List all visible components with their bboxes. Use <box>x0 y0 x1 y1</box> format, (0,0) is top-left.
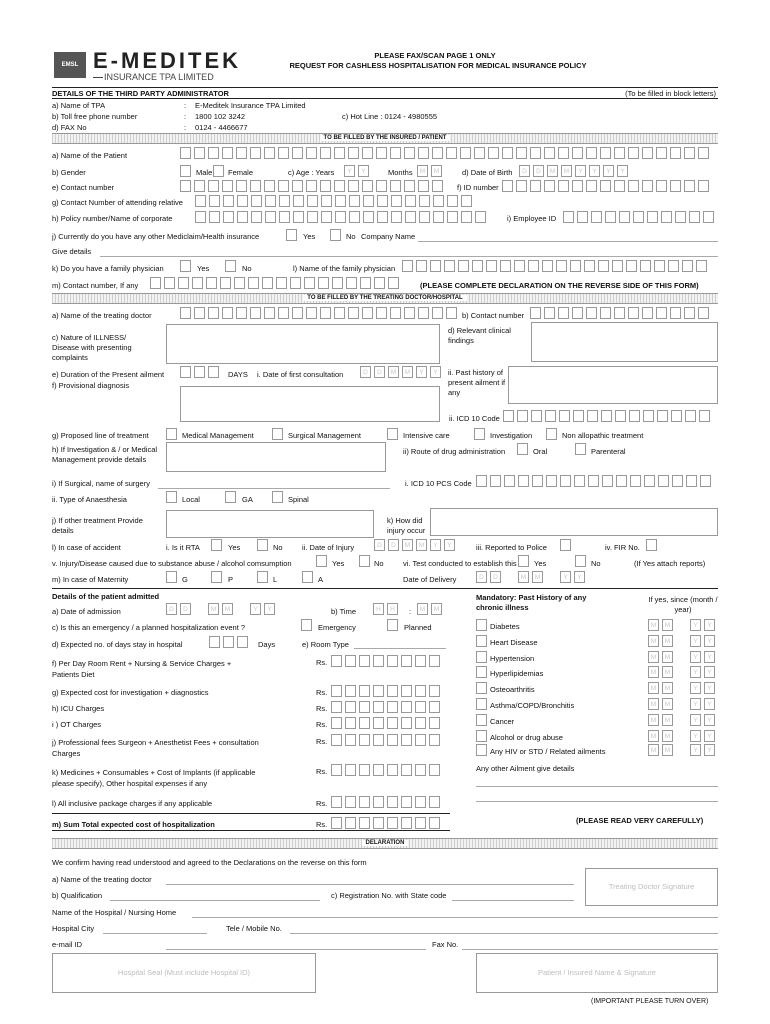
fax-value: 0124 - 4466677 <box>195 123 248 132</box>
contact-if-any-label: m) Contact number, If any <box>52 281 139 290</box>
provisional-area[interactable] <box>180 386 440 422</box>
test-no-box[interactable] <box>575 555 586 567</box>
time-colon: : <box>409 607 412 616</box>
date-delivery-boxes[interactable]: D D M M Y Y <box>476 571 588 583</box>
ga-box[interactable] <box>225 491 236 503</box>
maternity-p-box[interactable] <box>211 571 222 583</box>
id-number-label: f) ID number <box>457 183 499 192</box>
sum-total-rule <box>52 830 450 831</box>
reported-police-label: iii. Reported to Police <box>476 543 547 552</box>
room-type-label: e) Room Type <box>302 640 349 649</box>
fax-label: d) FAX No <box>52 123 87 132</box>
first-consult-boxes[interactable]: D D M M Y Y <box>360 366 444 378</box>
past-history-area[interactable] <box>508 366 718 404</box>
parenteral-box[interactable] <box>575 443 586 455</box>
contact-label: e) Contact number <box>52 183 115 192</box>
divider <box>52 98 718 99</box>
history-checkbox[interactable] <box>476 635 487 647</box>
other-ailment-line-1[interactable] <box>476 786 718 787</box>
date-injury-boxes[interactable]: D D M M Y Y <box>374 539 458 551</box>
sum-total-rule <box>52 813 450 814</box>
rs-amount-boxes[interactable] <box>331 717 443 729</box>
substance-no-box[interactable] <box>359 555 370 567</box>
doctor-signature-placeholder: Treating Doctor Signature <box>608 882 695 891</box>
hospital-seal-placeholder: Hospital Seal (Must include Hospital ID) <box>117 968 251 977</box>
fax-no-label: Fax No. <box>432 940 459 949</box>
company-name-label: Company Name <box>361 232 416 241</box>
history-item-label: Hypertension <box>490 654 535 663</box>
duration-boxes[interactable] <box>180 366 222 378</box>
contact-number-label: b) Contact number <box>462 311 525 320</box>
admission-title: Details of the patient admitted <box>52 592 160 601</box>
cost-row-label: m) Sum Total expected cost of hospitalization <box>52 820 215 829</box>
history-item-label: Hyperlipidemias <box>490 669 544 678</box>
nature-illness-label: c) Nature of ILLNESS/ Disease with presenting complaints <box>52 333 132 362</box>
expected-days-label: d) Expected no. of days stay in hospital <box>52 640 183 649</box>
rs-amount-boxes[interactable] <box>331 655 443 667</box>
contact-boxes[interactable] <box>180 180 446 192</box>
anaesthesia-label: ii. Type of Anaesthesia <box>52 495 127 504</box>
family-physician-label: k) Do you have a family physician <box>52 264 164 273</box>
history-checkbox[interactable] <box>476 666 487 678</box>
relevant-findings-label: d) Relevant clinical findings <box>448 326 511 345</box>
oral-label: Oral <box>533 447 548 456</box>
read-carefully-note: (PLEASE READ VERY CAREFULLY) <box>576 816 704 825</box>
yes-label: Yes <box>534 559 547 568</box>
proposed-line-label: g) Proposed line of treatment <box>52 431 149 440</box>
declaration-band: DELARATION <box>52 838 718 849</box>
age-years-boxes[interactable]: Y Y <box>344 165 372 177</box>
yes-label: Yes <box>332 559 345 568</box>
rs-label: Rs. <box>316 658 328 667</box>
history-item-label: Asthma/COPD/Bronchitis <box>490 701 575 710</box>
maternity-g-box[interactable] <box>166 571 177 583</box>
hotline: c) Hot Line : 0124 - 4980555 <box>342 112 438 121</box>
days-label: DAYS <box>228 370 248 379</box>
history-since-year-boxes[interactable]: Y Y <box>690 635 718 647</box>
tele-label: Tele / Mobile No. <box>226 924 282 933</box>
cost-row-label: l) All inclusive package charges if any applicable <box>52 799 213 808</box>
date-admission-boxes[interactable]: D D M M Y Y <box>166 603 278 615</box>
maternity-label: m) In case of Maternity <box>52 575 129 584</box>
oral-box[interactable] <box>517 443 528 455</box>
reported-police-box[interactable] <box>560 539 571 551</box>
investigation-details-label: h) If Investigation & / or Medical Management provide details <box>52 445 158 464</box>
cost-row-label: j) Professional fees Surgeon + Anesthetist Fees + consultation Charges <box>52 738 259 758</box>
email-label: e-mail ID <box>52 940 83 949</box>
rs-label: Rs. <box>316 737 328 746</box>
rs-label: Rs. <box>316 720 328 729</box>
history-checkbox[interactable] <box>476 714 487 726</box>
hospital-city-label: Hospital City <box>52 924 95 933</box>
emergency-q-label: c) Is this an emergency / a planned hospitalization event ? <box>52 623 246 632</box>
history-since-month-boxes[interactable]: M M <box>648 666 676 678</box>
rs-label: Rs. <box>316 767 328 776</box>
rs-label: Rs. <box>316 688 328 697</box>
cost-row-label: h) ICU Charges <box>52 704 105 713</box>
intensive-care-box[interactable] <box>387 428 398 440</box>
history-item-label: Alcohol or drug abuse <box>490 733 563 742</box>
reverse-note: (PLEASE COMPLETE DECLARATION ON THE REVERSE SIDE OF THIS FORM) <box>420 281 699 290</box>
divider <box>52 87 718 88</box>
registration-label: c) Registration No. with State code <box>331 891 447 900</box>
maternity-p-label: P <box>228 575 234 584</box>
hospital-city-line[interactable] <box>103 933 207 934</box>
surgery-name-label: i) If Surgical, name of surgery <box>52 479 150 488</box>
investigation-details-area[interactable] <box>166 442 386 472</box>
icd10-pcs-boxes[interactable] <box>476 475 714 487</box>
history-since-month-boxes[interactable]: M M <box>648 698 676 710</box>
injury-occur-area[interactable] <box>430 508 718 536</box>
rta-yes-box[interactable] <box>211 539 222 551</box>
tpa-section-title: DETAILS OF THE THIRD PARTY ADMINISTRATOR <box>52 89 229 98</box>
history-since-year-boxes[interactable]: Y Y <box>690 698 718 710</box>
history-since-label: If yes, since (month / year) <box>648 595 718 614</box>
policy-boxes[interactable] <box>195 211 489 223</box>
cost-row-label: i ) OT Charges <box>52 720 102 729</box>
maternity-l-label: L <box>273 575 278 584</box>
accident-label: l) In case of accident <box>52 543 121 552</box>
icd10-boxes[interactable] <box>503 410 713 422</box>
surgical-mgmt-box[interactable] <box>272 428 283 440</box>
maternity-l-box[interactable] <box>257 571 268 583</box>
logo-badge: EMSL <box>54 52 86 78</box>
date-injury-label: ii. Date of Injury <box>302 543 355 552</box>
substance-yes-box[interactable] <box>316 555 327 567</box>
rs-label: Rs. <box>316 704 328 713</box>
history-since-year-boxes[interactable]: Y Y <box>690 714 718 726</box>
local-label: Local <box>182 495 200 504</box>
history-since-year-boxes[interactable]: Y Y <box>690 651 718 663</box>
brand-subtitle: INSURANCE TPA LIMITED <box>104 72 214 82</box>
history-since-month-boxes[interactable]: M M <box>648 635 676 647</box>
age-months-boxes[interactable]: M M <box>417 165 445 177</box>
months-label: Months <box>388 168 413 177</box>
history-since-month-boxes[interactable]: M M <box>648 730 676 742</box>
history-item-label: Osteoarthritis <box>490 685 535 694</box>
doctor-contact-boxes[interactable] <box>530 307 712 319</box>
declaration-doctor-label: a) Name of the treating doctor <box>52 875 152 884</box>
parenteral-label: Parenteral <box>591 447 626 456</box>
no-label: No <box>374 559 384 568</box>
colon: : <box>184 123 187 132</box>
maternity-a-label: A <box>318 575 324 584</box>
history-since-year-boxes[interactable]: Y Y <box>690 666 718 678</box>
brand-name: E-MEDITEK <box>93 48 241 73</box>
yes-label: Yes <box>228 543 241 552</box>
family-physician-name-boxes[interactable] <box>402 260 710 272</box>
test-yes-box[interactable] <box>518 555 529 567</box>
colon: : <box>184 112 187 121</box>
other-ailment-label: Any other Ailment give details <box>476 764 575 773</box>
ga-label: GA <box>242 495 253 504</box>
doctor-band: TO BE FILLED BY THE TREATING DOCTOR/HOSPITAL <box>52 293 718 304</box>
rs-amount-boxes[interactable] <box>331 817 443 829</box>
email-line[interactable] <box>166 949 426 950</box>
cost-row-label: k) Medicines + Consumables + Cost of Implants (if applicable please specify), Other hospital expenses if any <box>52 768 256 788</box>
tele-line[interactable] <box>290 933 718 934</box>
fax-no-line[interactable] <box>462 949 718 950</box>
toll-free-value: 1800 102 3242 <box>195 112 246 121</box>
history-checkbox[interactable] <box>476 651 487 663</box>
maternity-g-label: G <box>182 575 188 584</box>
patient-signature-placeholder: Patient / Insured Name & Signature <box>538 968 656 977</box>
is-rta-label: i. Is it RTA <box>166 543 200 552</box>
history-item-label: Cancer <box>490 717 515 726</box>
other-insurance-label: j) Currently do you have any other Mediclaim/Health insurance <box>52 232 260 241</box>
rta-no-box[interactable] <box>257 539 268 551</box>
time-label: b) Time <box>331 607 357 616</box>
spinal-label: Spinal <box>288 495 309 504</box>
date-admission-label: a) Date of admission <box>52 607 121 616</box>
history-item-label: Diabetes <box>490 622 520 631</box>
history-since-month-boxes[interactable]: M M <box>648 744 676 756</box>
cost-row-label: g) Expected cost for investigation + diagnostics <box>52 688 209 697</box>
test-conducted-label: vi. Test conducted to establish this <box>403 559 517 568</box>
id-number-boxes[interactable] <box>502 180 712 192</box>
investigation-label: Investigation <box>490 431 533 440</box>
history-item-label: Heart Disease <box>490 638 538 647</box>
female-checkbox[interactable] <box>213 165 224 177</box>
male-checkbox[interactable] <box>180 165 191 177</box>
history-since-month-boxes[interactable]: M M <box>648 714 676 726</box>
company-name-line[interactable] <box>418 241 718 242</box>
medical-mgmt-label: Medical Management <box>182 431 254 440</box>
history-checkbox[interactable] <box>476 698 487 710</box>
history-checkbox[interactable] <box>476 730 487 742</box>
intensive-care-label: Intensive care <box>403 431 450 440</box>
non-allopathic-label: Non allopathic treatment <box>562 431 644 440</box>
time-hour-boxes[interactable]: H H <box>373 603 401 615</box>
first-consult-label: i. Date of first consultation <box>257 370 344 379</box>
other-insurance-no-box[interactable] <box>330 229 341 241</box>
rs-label: Rs. <box>316 799 328 808</box>
duration-label: e) Duration of the Present ailment <box>52 370 165 379</box>
history-since-year-boxes[interactable]: Y Y <box>690 682 718 694</box>
relative-contact-label: g) Contact Number of attending relative <box>52 198 183 207</box>
surgery-name-line[interactable] <box>158 488 390 489</box>
gender-label: b) Gender <box>52 168 86 177</box>
treating-doctor-label: a) Name of the treating doctor <box>52 311 152 320</box>
employee-id-label: i) Employee ID <box>507 214 557 223</box>
divider <box>52 588 718 589</box>
attach-reports-note: (If Yes attach reports) <box>634 559 706 568</box>
past-history-label: ii. Past history of present ailment if any <box>448 368 506 397</box>
history-item-label: Any HIV or STD / Related ailments <box>490 747 606 756</box>
no-label: No <box>273 543 283 552</box>
fax-note: PLEASE FAX/SCAN PAGE 1 ONLY <box>374 51 496 60</box>
colon: : <box>184 101 187 110</box>
contact-if-any-boxes[interactable] <box>150 277 402 289</box>
patient-name-label: a) Name of the Patient <box>52 151 128 160</box>
give-details-line[interactable] <box>100 256 718 257</box>
nature-illness-area[interactable] <box>166 324 440 364</box>
fir-no-box[interactable] <box>646 539 657 551</box>
rs-amount-boxes[interactable] <box>331 764 443 776</box>
per-day-label: f) Per Day Room Rent + Nursing & Service Charges + Patients Diet <box>52 659 232 679</box>
qualification-label: b) Qualification <box>52 891 103 900</box>
qualification-line[interactable] <box>110 900 320 901</box>
history-since-month-boxes[interactable]: M M <box>648 651 676 663</box>
employee-id-boxes[interactable] <box>563 211 717 223</box>
emergency-box[interactable] <box>301 619 312 631</box>
expected-days-boxes[interactable] <box>209 636 251 648</box>
other-treatment-area[interactable] <box>166 510 374 538</box>
no-label: No <box>346 232 356 241</box>
policy-label: h) Policy number/Name of corporate <box>52 214 173 223</box>
history-checkbox[interactable] <box>476 619 487 631</box>
spinal-box[interactable] <box>272 491 283 503</box>
provisional-label: f) Provisional diagnosis <box>52 381 130 390</box>
substance-label: v. Injury/Disease caused due to substance abuse / alcohol comsumption <box>52 559 292 568</box>
route-label: ii) Route of drug administration <box>403 447 506 456</box>
other-ailment-line-2[interactable] <box>476 801 718 802</box>
maternity-a-box[interactable] <box>302 571 313 583</box>
relative-contact-boxes[interactable] <box>195 195 475 207</box>
form-title: REQUEST FOR CASHLESS HOSPITALISATION FOR MEDICAL INSURANCE POLICY <box>289 61 587 70</box>
history-since-month-boxes[interactable]: M M <box>648 619 676 631</box>
confirm-text: We confirm having read understood and agreed to the Declarations on the reverse on this form <box>52 858 367 867</box>
days-label: Days <box>258 640 276 649</box>
icd10-label: ii. ICD 10 Code <box>449 414 500 423</box>
give-details-label: Give details <box>52 247 92 256</box>
no-label: No <box>591 559 601 568</box>
rs-amount-boxes[interactable] <box>331 796 443 808</box>
no-label: No <box>242 264 252 273</box>
history-title: Mandatory: Past History of any chronic illness <box>476 593 587 612</box>
rs-label: Rs. <box>316 820 328 829</box>
history-since-year-boxes[interactable]: Y Y <box>690 619 718 631</box>
physician-no-box[interactable] <box>225 260 236 272</box>
non-allopathic-box[interactable] <box>546 428 557 440</box>
hospital-name-label: Name of the Hospital / Nursing Home <box>52 908 177 917</box>
yes-label: Yes <box>197 264 210 273</box>
history-checkbox[interactable] <box>476 682 487 694</box>
planned-label: Planned <box>404 623 432 632</box>
toll-free-label: b) Toll free phone number <box>52 112 138 121</box>
medical-mgmt-box[interactable] <box>166 428 177 440</box>
yes-label: Yes <box>303 232 316 241</box>
registration-line[interactable] <box>452 900 574 901</box>
turn-over-note: (IMPORTANT PLEASE TURN OVER) <box>591 998 709 1005</box>
relevant-findings-area[interactable] <box>531 322 718 362</box>
fir-no-label: iv. FIR No. <box>605 543 640 552</box>
tpa-name-label: a) Name of TPA <box>52 101 106 110</box>
date-delivery-label: Date of Delivery <box>403 575 457 584</box>
room-type-line[interactable] <box>354 648 446 649</box>
investigation-box[interactable] <box>474 428 485 440</box>
patient-name-boxes[interactable] <box>180 147 712 159</box>
rs-amount-boxes[interactable] <box>331 734 443 746</box>
rs-amount-boxes[interactable] <box>331 701 443 713</box>
physician-yes-box[interactable] <box>180 260 191 272</box>
history-since-year-boxes[interactable]: Y Y <box>690 730 718 742</box>
surgical-mgmt-label: Surgical Management <box>288 431 361 440</box>
injury-occur-label: k) How did injury occur <box>387 516 426 535</box>
declaration-doctor-line[interactable] <box>166 884 574 885</box>
icd10-pcs-label: i. ICD 10 PCS Code <box>405 479 472 488</box>
time-minute-boxes[interactable]: M M <box>417 603 445 615</box>
family-physician-name-label: l) Name of the family physician <box>293 264 396 273</box>
tpa-name-value: E-Meditek Insurance TPA Limited <box>195 101 306 110</box>
other-insurance-yes-box[interactable] <box>286 229 297 241</box>
block-letters-note: (To be filled in block letters) <box>625 89 716 98</box>
history-checkbox[interactable] <box>476 744 487 756</box>
brand-rule <box>93 77 103 78</box>
age-label: c) Age : Years <box>288 168 335 177</box>
dob-label: d) Date of Birth <box>462 168 513 177</box>
hospital-name-line[interactable] <box>192 917 718 918</box>
other-treatment-label: j) If other treatment Provide details <box>52 516 143 535</box>
emergency-label: Emergency <box>318 623 356 632</box>
male-label: Male <box>196 168 213 177</box>
planned-box[interactable] <box>387 619 398 631</box>
rs-amount-boxes[interactable] <box>331 685 443 697</box>
insured-band: TO BE FILLED BY THE INSURED / PATIENT <box>52 133 718 144</box>
dob-boxes[interactable]: D D M M Y Y Y Y <box>519 165 631 177</box>
female-label: Female <box>228 168 254 177</box>
history-since-year-boxes[interactable]: Y Y <box>690 744 718 756</box>
treating-doctor-boxes[interactable] <box>180 307 460 319</box>
history-since-month-boxes[interactable]: M M <box>648 682 676 694</box>
local-box[interactable] <box>166 491 177 503</box>
